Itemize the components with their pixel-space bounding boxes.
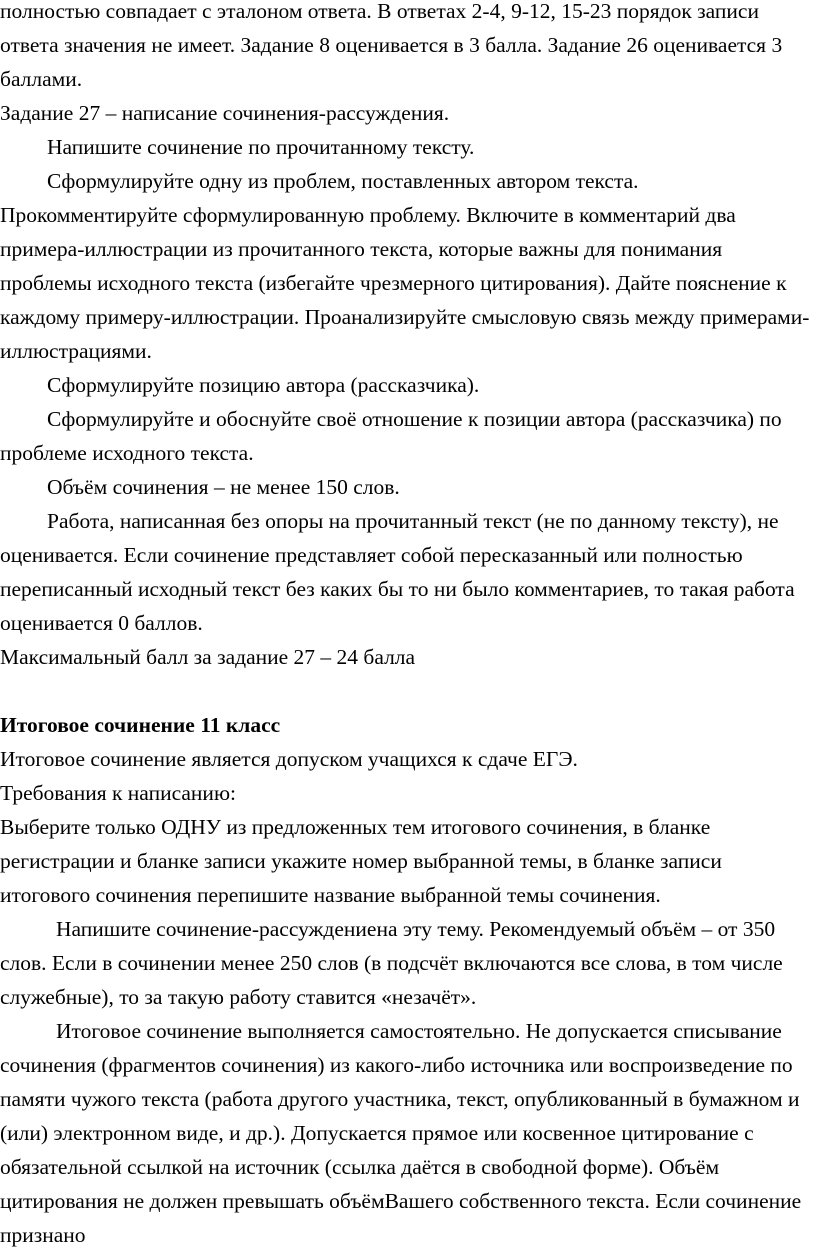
paragraph-not-graded: Работа, написанная без опоры на прочитанный текст (не по данному тексту), не оценивается. Если сочинение представляет собой пересказанный или полностью переписанный исходный текст без каких бы то ни было комментариев, то такая работа оценивается 0 баллов. — [0, 509, 795, 635]
paragraph-grading-note: полностью совпадает с эталоном ответа. В ответах 2-4, 9-12, 15-23 порядок записи ответа значения не имеет. Задание 8 оценивается в 3 балла. Задание 26 оценивается 3 баллами. — [0, 0, 783, 91]
blank-line — [0, 674, 816, 708]
paragraph-essay-length: Объём сочинения – не менее 150 слов. — [47, 475, 400, 499]
paragraph-formulate-problem: Сформулируйте одну из проблем, поставленных автором текста. Прокомментируйте сформулированную проблему. Включите в комментарий два примера-иллюстрации из прочитанного текста, которые важны для понимания проблемы исходного текста (избегайте чрезмерного цитирования). Дайте пояснение к каждому примеру-иллюстрации. Проанализируйте смысловую связь между примерами-иллюстрациями. — [0, 169, 810, 363]
paragraph-independent-work: Итоговое сочинение выполняется самостоятельно. Не допускается списывание сочинения (фрагментов сочинения) из какого-либо источника или воспроизведение по памяти чужого текста (работа другого участника, текст, опубликованный в бумажном и (или) электронном виде, и др.). Допускается прямое или косвенное цитирование с обязательной ссылкой на источник (ссылка даётся в свободной форме). Объём цитирования не должен превышать объёмВашего собственного текста. Если сочинение признано — [0, 1019, 802, 1247]
paragraph-own-attitude: Сформулируйте и обоснуйте своё отношение к позиции автора (рассказчика) по проблеме исходного текста. — [0, 407, 782, 465]
paragraph-recommended-length: Напишите сочинение-рассуждениена эту тему. Рекомендуемый объём – от 350 слов. Если в сочинении менее 250 слов (в подсчёт включаются все слова, в том числе служебные), то за такую работу ставится «незачёт». — [0, 917, 783, 1009]
paragraph-admission: Итоговое сочинение является допуском учащихся к сдаче ЕГЭ. — [0, 747, 578, 771]
paragraph-choose-topic: Выберите только ОДНУ из предложенных тем итогового сочинения, в бланке регистрации и бланке записи укажите номер выбранной темы, в бланке записи итогового сочинения перепишите название выбранной темы сочинения. — [0, 815, 722, 907]
paragraph-task-27-title: Задание 27 – написание сочинения-рассуждения. — [0, 101, 450, 125]
paragraph-requirements-label: Требования к написанию: — [0, 781, 236, 805]
paragraph-max-score: Максимальный балл за задание 27 – 24 балла — [0, 645, 416, 669]
paragraph-author-position: Сформулируйте позицию автора (рассказчика). — [47, 373, 480, 397]
paragraph-write-essay: Напишите сочинение по прочитанному тексту. — [47, 135, 475, 159]
section-title: Итоговое сочинение 11 класс — [0, 713, 281, 737]
